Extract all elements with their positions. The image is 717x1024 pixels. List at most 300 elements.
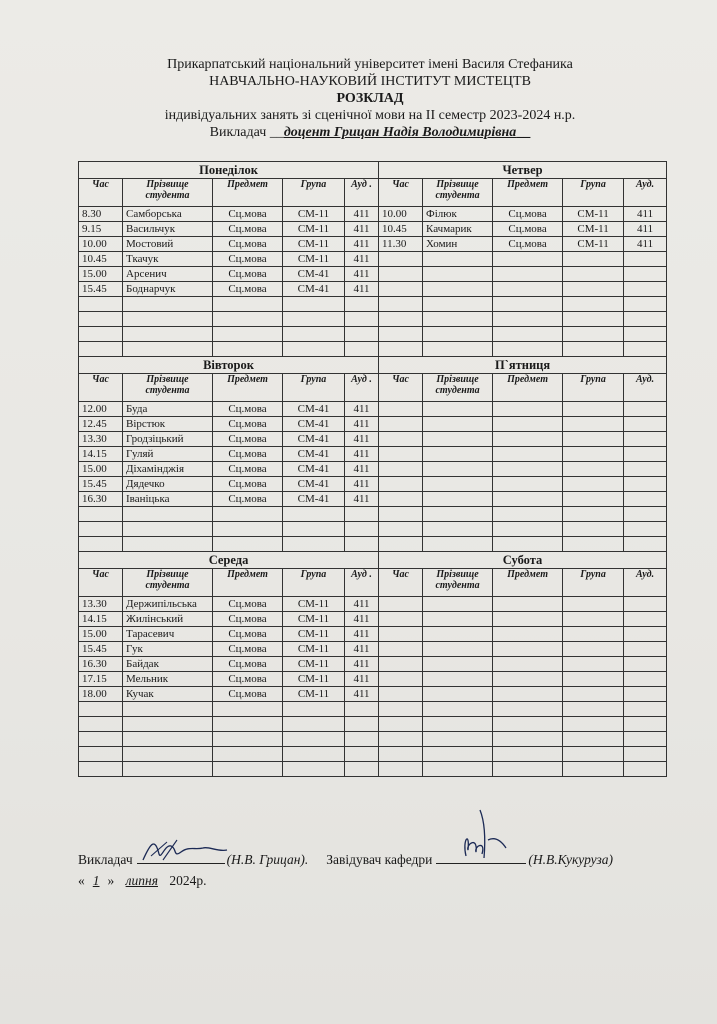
time-cell xyxy=(79,522,123,537)
table-row xyxy=(79,252,667,267)
table-row xyxy=(79,312,667,327)
date-open: « xyxy=(78,873,85,888)
subject-cell xyxy=(493,687,563,702)
signature-block xyxy=(78,848,678,889)
subject-cell xyxy=(213,297,283,312)
time-cell xyxy=(379,477,423,492)
group-cell xyxy=(283,762,345,777)
group-cell xyxy=(563,252,624,267)
room-cell xyxy=(345,342,379,357)
col-time-header: Час xyxy=(79,374,123,402)
time-cell xyxy=(379,657,423,672)
student-cell xyxy=(423,447,493,462)
room-cell: 411 xyxy=(345,447,379,462)
subject-cell: Сц.мова xyxy=(213,477,283,492)
subject-cell xyxy=(213,507,283,522)
subject-cell xyxy=(493,417,563,432)
time-cell: 18.00 xyxy=(79,687,123,702)
room-cell xyxy=(624,597,667,612)
subject-cell xyxy=(493,432,563,447)
col-room-header: Ауд . xyxy=(345,179,379,207)
group-cell: СМ-11 xyxy=(563,222,624,237)
group-cell xyxy=(563,327,624,342)
room-cell xyxy=(624,297,667,312)
table-row xyxy=(79,222,667,237)
col-time-header: Час xyxy=(379,179,423,207)
subject-cell xyxy=(213,537,283,552)
room-cell xyxy=(345,747,379,762)
student-cell xyxy=(423,342,493,357)
day-header-mon: Понеділок xyxy=(79,162,379,179)
room-cell xyxy=(624,267,667,282)
time-cell xyxy=(379,642,423,657)
room-cell xyxy=(624,522,667,537)
group-cell: СМ-41 xyxy=(283,417,345,432)
room-cell xyxy=(624,342,667,357)
group-cell xyxy=(563,732,624,747)
room-cell xyxy=(624,717,667,732)
room-cell xyxy=(624,507,667,522)
time-cell xyxy=(379,762,423,777)
time-cell: 12.00 xyxy=(79,402,123,417)
table-row xyxy=(79,537,667,552)
student-cell xyxy=(423,612,493,627)
subject-cell xyxy=(493,447,563,462)
day-header-sat: Субота xyxy=(379,552,667,569)
student-cell xyxy=(123,732,213,747)
head-signature xyxy=(436,848,526,864)
date-year: 2024р. xyxy=(169,873,207,888)
room-cell xyxy=(624,462,667,477)
time-cell: 13.30 xyxy=(79,432,123,447)
room-cell xyxy=(345,507,379,522)
time-cell: 15.45 xyxy=(79,282,123,297)
student-cell xyxy=(123,702,213,717)
time-cell xyxy=(379,462,423,477)
time-cell: 15.00 xyxy=(79,462,123,477)
subject-cell: Сц.мова xyxy=(213,687,283,702)
student-cell xyxy=(123,507,213,522)
subject-cell: Сц.мова xyxy=(213,402,283,417)
time-cell: 10.45 xyxy=(79,252,123,267)
time-cell: 15.00 xyxy=(79,267,123,282)
room-cell xyxy=(345,327,379,342)
group-cell: СМ-41 xyxy=(283,447,345,462)
group-cell: СМ-11 xyxy=(283,627,345,642)
col-group-header: Група xyxy=(283,374,345,402)
time-cell: 16.30 xyxy=(79,657,123,672)
subject-cell xyxy=(213,702,283,717)
room-cell: 411 xyxy=(345,237,379,252)
day-header-row xyxy=(79,552,667,569)
date-close: » xyxy=(107,873,115,888)
col-student-header: Прізвище студента xyxy=(123,374,213,402)
room-cell: 411 xyxy=(345,252,379,267)
col-group-header: Група xyxy=(283,179,345,207)
student-cell: Гуляй xyxy=(123,447,213,462)
time-cell: 11.30 xyxy=(379,237,423,252)
group-cell xyxy=(563,282,624,297)
subject-cell xyxy=(213,732,283,747)
teacher-line xyxy=(60,124,680,141)
group-cell xyxy=(283,342,345,357)
room-cell: 411 xyxy=(345,597,379,612)
time-cell: 10.00 xyxy=(79,237,123,252)
col-subject-header: Предмет xyxy=(213,374,283,402)
group-cell: СМ-41 xyxy=(283,462,345,477)
subject-cell xyxy=(493,672,563,687)
col-group-header: Група xyxy=(563,179,624,207)
table-row xyxy=(79,492,667,507)
subject-cell: Сц.мова xyxy=(493,237,563,252)
time-cell xyxy=(79,297,123,312)
time-cell: 14.15 xyxy=(79,447,123,462)
room-cell xyxy=(624,627,667,642)
subject-cell: Сц.мова xyxy=(213,597,283,612)
col-subject-header: Предмет xyxy=(493,374,563,402)
room-cell: 411 xyxy=(345,282,379,297)
group-cell: СМ-11 xyxy=(283,612,345,627)
student-cell xyxy=(123,537,213,552)
subject-cell: Сц.мова xyxy=(213,672,283,687)
room-cell xyxy=(345,537,379,552)
group-cell: СМ-11 xyxy=(283,252,345,267)
table-row xyxy=(79,207,667,222)
time-cell: 13.30 xyxy=(79,597,123,612)
subject-cell: Сц.мова xyxy=(213,432,283,447)
time-cell xyxy=(379,747,423,762)
subject-cell xyxy=(493,627,563,642)
time-cell xyxy=(379,417,423,432)
group-cell xyxy=(563,537,624,552)
teacher-sign-name: (Н.В. Грицан). xyxy=(226,852,309,867)
col-student-header: Прізвище студента xyxy=(423,179,493,207)
student-cell xyxy=(423,762,493,777)
table-row xyxy=(79,237,667,252)
student-cell: Байдак xyxy=(123,657,213,672)
col-subject-header: Предмет xyxy=(493,179,563,207)
time-cell xyxy=(79,312,123,327)
room-cell: 411 xyxy=(624,237,667,252)
time-cell: 10.45 xyxy=(379,222,423,237)
subject-cell xyxy=(213,717,283,732)
time-cell: 10.00 xyxy=(379,207,423,222)
time-cell xyxy=(79,537,123,552)
time-cell xyxy=(379,327,423,342)
teacher-label: Викладач __ xyxy=(209,125,284,140)
student-cell xyxy=(423,252,493,267)
head-sign-name: (Н.В.Кукуруза) xyxy=(528,852,614,867)
subject-cell xyxy=(493,327,563,342)
table-row xyxy=(79,702,667,717)
student-cell xyxy=(423,267,493,282)
subject-cell xyxy=(213,522,283,537)
room-cell xyxy=(624,252,667,267)
subject-cell: Сц.мова xyxy=(213,462,283,477)
subject-cell: Сц.мова xyxy=(213,642,283,657)
time-cell: 17.15 xyxy=(79,672,123,687)
room-cell: 411 xyxy=(345,492,379,507)
time-cell xyxy=(79,717,123,732)
col-time-header: Час xyxy=(79,179,123,207)
subject-cell: Сц.мова xyxy=(213,237,283,252)
subject-cell: Сц.мова xyxy=(213,207,283,222)
group-cell xyxy=(563,522,624,537)
group-cell: СМ-11 xyxy=(283,687,345,702)
student-cell: Іваніцька xyxy=(123,492,213,507)
student-cell: Жилінський xyxy=(123,612,213,627)
student-cell xyxy=(123,522,213,537)
col-subject-header: Предмет xyxy=(213,569,283,597)
subject-cell xyxy=(213,747,283,762)
subject-cell xyxy=(493,342,563,357)
table-row xyxy=(79,762,667,777)
student-cell: Держипільська xyxy=(123,597,213,612)
table-row xyxy=(79,627,667,642)
subject-cell xyxy=(213,312,283,327)
room-cell: 411 xyxy=(345,477,379,492)
subject-cell: Сц.мова xyxy=(213,222,283,237)
time-cell xyxy=(379,732,423,747)
subject-cell xyxy=(493,657,563,672)
group-cell: СМ-11 xyxy=(283,657,345,672)
student-cell: Арсенич xyxy=(123,267,213,282)
group-cell xyxy=(563,642,624,657)
day-header-thu: Четвер xyxy=(379,162,667,179)
room-cell xyxy=(624,432,667,447)
student-cell xyxy=(123,297,213,312)
room-cell xyxy=(624,642,667,657)
room-cell xyxy=(624,762,667,777)
col-room-header: Ауд. xyxy=(624,179,667,207)
day-header-row xyxy=(79,162,667,179)
room-cell: 411 xyxy=(624,222,667,237)
table-row xyxy=(79,447,667,462)
group-cell xyxy=(563,267,624,282)
group-cell xyxy=(283,717,345,732)
student-cell: Гук xyxy=(123,642,213,657)
student-cell xyxy=(423,597,493,612)
col-time-header: Час xyxy=(379,374,423,402)
student-cell xyxy=(423,717,493,732)
subject-cell xyxy=(493,507,563,522)
teacher-name: доцент Грицан Надія Володимирівна xyxy=(283,125,517,140)
group-cell xyxy=(563,312,624,327)
time-cell xyxy=(379,522,423,537)
col-student-header: Прізвище студента xyxy=(123,569,213,597)
col-room-header: Ауд . xyxy=(345,569,379,597)
col-room-header: Ауд. xyxy=(624,374,667,402)
col-group-header: Група xyxy=(563,569,624,597)
room-cell xyxy=(624,687,667,702)
student-cell xyxy=(423,462,493,477)
time-cell: 15.45 xyxy=(79,477,123,492)
room-cell: 411 xyxy=(345,402,379,417)
time-cell xyxy=(379,687,423,702)
group-cell: СМ-11 xyxy=(283,222,345,237)
column-header-row xyxy=(79,569,667,597)
table-row xyxy=(79,282,667,297)
student-cell: Філюк xyxy=(423,207,493,222)
student-cell xyxy=(423,627,493,642)
group-cell: СМ-41 xyxy=(283,267,345,282)
schedule-table xyxy=(78,161,667,777)
table-row xyxy=(79,297,667,312)
date-line xyxy=(78,872,678,889)
room-cell: 411 xyxy=(345,687,379,702)
group-cell: СМ-11 xyxy=(283,237,345,252)
group-cell: СМ-41 xyxy=(283,477,345,492)
group-cell xyxy=(563,747,624,762)
group-cell xyxy=(283,732,345,747)
subject-cell xyxy=(493,462,563,477)
day-header-wed: Середа xyxy=(79,552,379,569)
room-cell xyxy=(624,702,667,717)
student-cell: Хомин xyxy=(423,237,493,252)
col-room-header: Ауд. xyxy=(624,569,667,597)
student-cell: Тарасевич xyxy=(123,627,213,642)
table-row xyxy=(79,717,667,732)
time-cell xyxy=(379,672,423,687)
student-cell xyxy=(423,477,493,492)
col-room-header: Ауд . xyxy=(345,374,379,402)
student-cell xyxy=(423,522,493,537)
head-sign-label: Завідувач кафедри xyxy=(326,852,433,867)
column-header-row xyxy=(79,179,667,207)
col-time-header: Час xyxy=(379,569,423,597)
subject-cell xyxy=(493,612,563,627)
group-cell xyxy=(563,507,624,522)
col-subject-header: Предмет xyxy=(213,179,283,207)
group-cell: СМ-41 xyxy=(283,282,345,297)
time-cell xyxy=(379,252,423,267)
subject-cell: Сц.мова xyxy=(213,657,283,672)
group-cell xyxy=(283,537,345,552)
room-cell: 411 xyxy=(345,642,379,657)
student-cell xyxy=(423,507,493,522)
student-cell: Васильчук xyxy=(123,222,213,237)
subject-cell xyxy=(493,747,563,762)
group-cell xyxy=(563,492,624,507)
room-cell: 411 xyxy=(624,207,667,222)
group-cell xyxy=(563,447,624,462)
time-cell xyxy=(379,702,423,717)
subject-cell: Сц.мова xyxy=(493,207,563,222)
group-cell xyxy=(563,702,624,717)
group-cell xyxy=(563,672,624,687)
student-cell xyxy=(123,342,213,357)
room-cell xyxy=(624,477,667,492)
student-cell xyxy=(123,747,213,762)
student-cell xyxy=(423,687,493,702)
room-cell xyxy=(624,402,667,417)
group-cell: СМ-41 xyxy=(283,432,345,447)
room-cell: 411 xyxy=(345,207,379,222)
room-cell: 411 xyxy=(345,267,379,282)
day-header-row xyxy=(79,357,667,374)
column-header-row xyxy=(79,374,667,402)
student-cell xyxy=(423,672,493,687)
room-cell xyxy=(345,702,379,717)
room-cell: 411 xyxy=(345,657,379,672)
col-student-header: Прізвище студента xyxy=(123,179,213,207)
group-cell xyxy=(563,627,624,642)
group-cell xyxy=(563,297,624,312)
group-cell xyxy=(563,462,624,477)
subject-cell: Сц.мова xyxy=(213,612,283,627)
time-cell xyxy=(379,597,423,612)
group-cell: СМ-11 xyxy=(283,672,345,687)
group-cell xyxy=(563,687,624,702)
table-row xyxy=(79,687,667,702)
day-header-fri: П`ятниця xyxy=(379,357,667,374)
group-cell xyxy=(563,417,624,432)
room-cell xyxy=(624,312,667,327)
time-cell xyxy=(79,327,123,342)
subject-cell: Сц.мова xyxy=(213,627,283,642)
student-cell xyxy=(423,702,493,717)
table-row xyxy=(79,612,667,627)
group-cell xyxy=(283,702,345,717)
teacher-signature xyxy=(137,848,225,864)
room-cell xyxy=(624,282,667,297)
time-cell xyxy=(379,492,423,507)
room-cell: 411 xyxy=(345,672,379,687)
time-cell xyxy=(379,267,423,282)
col-student-header: Прізвище студента xyxy=(423,374,493,402)
time-cell xyxy=(379,507,423,522)
student-cell xyxy=(423,417,493,432)
student-cell xyxy=(423,657,493,672)
subject-cell xyxy=(493,597,563,612)
group-cell xyxy=(563,597,624,612)
subject-cell xyxy=(493,252,563,267)
table-row xyxy=(79,507,667,522)
group-cell xyxy=(563,717,624,732)
document-header xyxy=(60,56,680,141)
subject-cell xyxy=(493,492,563,507)
table-row xyxy=(79,432,667,447)
student-cell xyxy=(123,762,213,777)
student-cell: Качмарик xyxy=(423,222,493,237)
subject-cell xyxy=(493,537,563,552)
subject-cell xyxy=(493,732,563,747)
subject-cell xyxy=(213,342,283,357)
group-cell: СМ-41 xyxy=(283,492,345,507)
subject-cell: Сц.мова xyxy=(213,492,283,507)
document-title: РОЗКЛАД xyxy=(336,91,404,106)
student-cell xyxy=(423,432,493,447)
time-cell xyxy=(79,762,123,777)
room-cell xyxy=(624,672,667,687)
subject-cell: Сц.мова xyxy=(213,417,283,432)
subject-cell: Сц.мова xyxy=(493,222,563,237)
table-row xyxy=(79,672,667,687)
time-cell xyxy=(379,447,423,462)
room-cell: 411 xyxy=(345,462,379,477)
table-row xyxy=(79,462,667,477)
room-cell xyxy=(345,522,379,537)
table-row xyxy=(79,642,667,657)
table-row xyxy=(79,477,667,492)
time-cell xyxy=(79,342,123,357)
group-cell xyxy=(563,402,624,417)
student-cell: Мельник xyxy=(123,672,213,687)
room-cell: 411 xyxy=(345,417,379,432)
room-cell: 411 xyxy=(345,612,379,627)
time-cell xyxy=(79,507,123,522)
group-cell xyxy=(283,297,345,312)
